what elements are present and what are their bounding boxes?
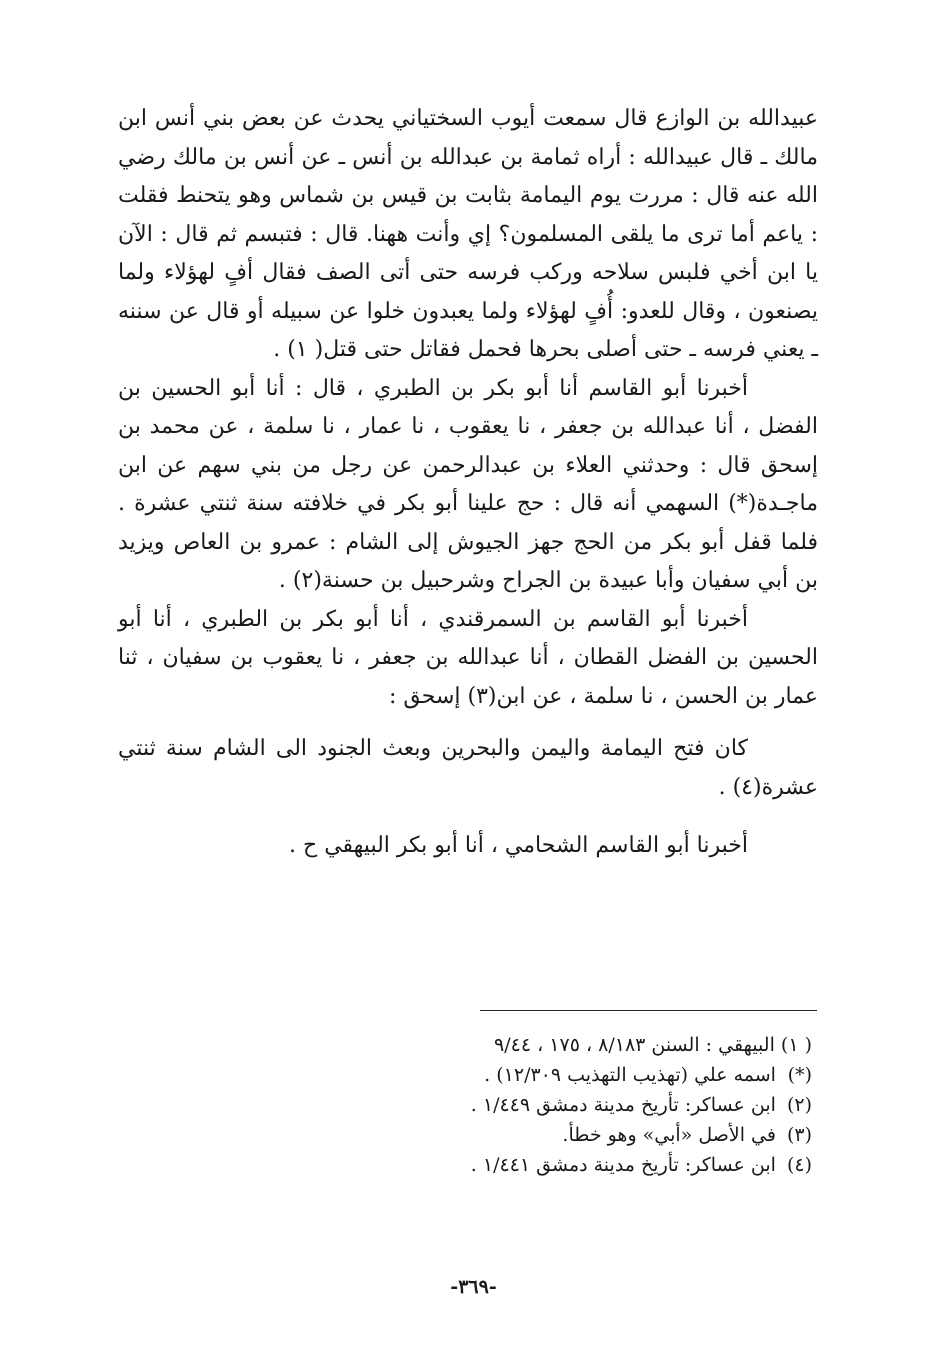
footnote-text: ابن عساكر: تأريخ مدينة دمشق ١/٤٤٩ . bbox=[470, 1094, 776, 1116]
footnote-item bbox=[312, 1090, 812, 1120]
footnote-item bbox=[312, 1030, 812, 1060]
footnote-number: (*) bbox=[787, 1064, 812, 1086]
paragraph-1: عبيدالله بن الوازع قال سمعت أيوب السختياني يحدث عن بعض بني أنس ابن مالك ـ قال عبيدالله : أراه ثمامة بن عبدالله بن أنس ـ عن أنس بن مالك رضي الله عنه قال : مررت يوم اليمامة بثابت بن قيس بن شماس وهو يتحنط فقلت : ياعم أما ترى ما يلقى المسلمون؟ إي وأنت ههنا. قال : فتبسم ثم قال : الآن يا ابن أخي فلبس سلاحه وركب فرسه حتى أتى الصف فقال أفٍ لهؤلاء ولما يصنعون ، وقال للعدو: أُفٍ لهؤلاء ولما يعبدون خلوا عن سبيله أو قال عن سننه ـ يعني فرسه ـ حتى أصلى بحرها فحمل فقاتل حتى قتل( ١) . bbox=[118, 106, 818, 362]
main-text bbox=[118, 100, 818, 866]
footnote-number: (٢) bbox=[786, 1094, 812, 1116]
footnote-item bbox=[312, 1060, 812, 1090]
footnote-number: ( ١) bbox=[780, 1034, 812, 1056]
footnote-item bbox=[312, 1150, 812, 1180]
footnotes bbox=[312, 1030, 812, 1180]
footnote-item bbox=[312, 1120, 812, 1150]
paragraph-2: أخبرنا أبو القاسم أنا أبو بكر بن الطبري ، قال : أنا أبو الحسين بن الفضل ، أنا عبدالله بن جعفر ، نا يعقوب ، نا عمار ، نا سلمة ، عن محمد بن إسحق قال : وحدثني العلاء بن عبدالرحمن عن رجل من بني سهم عن ابن ماجـدة(*) السهمي أنه قال : حج علينا أبو بكر في خلافته سنة ثنتي عشرة . فلما قفل أبو بكر من الحج جهز الجيوش إلى الشام : عمرو بن العاص ويزيد بن أبي سفيان وأبا عبيدة بن الجراح وشرحبيل بن حسنة(٢) . bbox=[118, 375, 818, 593]
footnote-number: (٣) bbox=[786, 1124, 812, 1146]
footnote-number: (٤) bbox=[786, 1154, 812, 1176]
footnote-text: ابن عساكر: تأريخ مدينة دمشق ١/٤٤١ . bbox=[470, 1154, 776, 1176]
footnote-separator bbox=[480, 1010, 817, 1011]
footnote-text: البيهقي : السنن ٨/١٨٣ ، ١٧٥ ، ٩/٤٤ bbox=[494, 1034, 775, 1056]
paragraph-4: كان فتح اليمامة واليمن والبحرين وبعث الجنود الى الشام سنة ثنتي عشرة(٤) . bbox=[118, 736, 818, 800]
page-number: -٣٦٩- bbox=[450, 1276, 497, 1298]
footnote-text: في الأصل «أبي» وهو خطأ. bbox=[562, 1124, 776, 1146]
paragraph-3: أخبرنا أبو القاسم بن السمرقندي ، أنا أبو بكر بن الطبري ، أنا أبو الحسين بن الفضل القطان ، أنا عبدالله بن جعفر ، نا يعقوب بن سفيان ، ثنا عمار بن الحسن ، نا سلمة ، عن ابن(٣) إسحق : bbox=[118, 606, 818, 709]
paragraph-5: أخبرنا أبو القاسم الشحامي ، أنا أبو بكر البيهقي ح . bbox=[289, 833, 748, 858]
footnote-text: اسمه علي (تهذيب التهذيب ١٢/٣٠٩) . bbox=[484, 1064, 776, 1086]
